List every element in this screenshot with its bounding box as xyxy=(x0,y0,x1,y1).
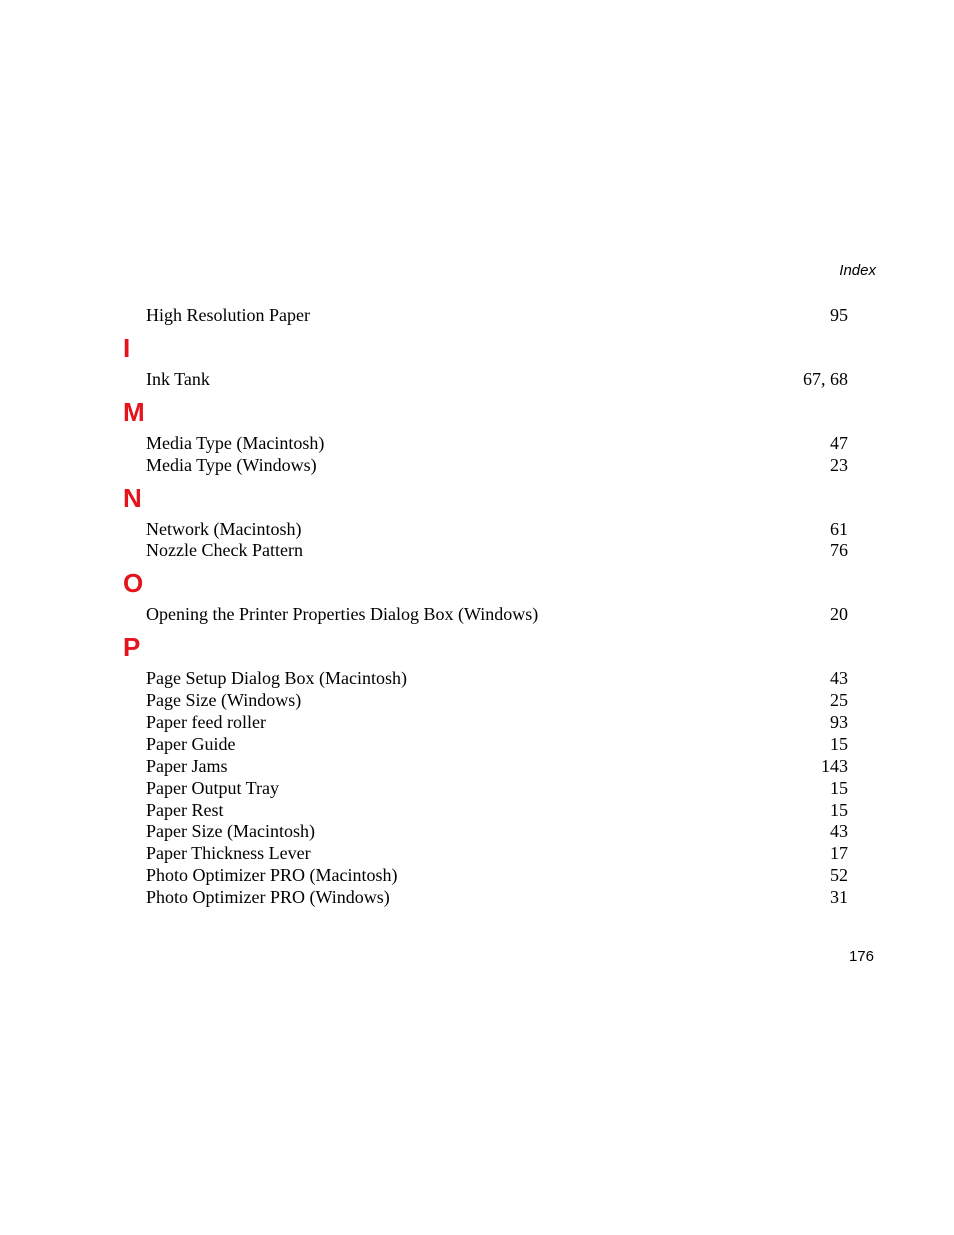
index-entry xyxy=(0,865,954,887)
index-page-numbers: 47 xyxy=(830,432,848,453)
section-letter-o xyxy=(0,562,954,604)
section-letter-p xyxy=(0,626,954,668)
index-entry xyxy=(0,690,954,712)
index-term: Photo Optimizer PRO (Macintosh) xyxy=(146,865,398,886)
index-page-numbers: 93 xyxy=(830,712,848,733)
index-term: Paper Guide xyxy=(146,733,236,754)
index-entry xyxy=(0,843,954,865)
section-letter-m xyxy=(0,391,954,433)
index-page-numbers: 17 xyxy=(830,843,848,864)
running-header: Index xyxy=(839,262,876,279)
index-term: Paper Rest xyxy=(146,799,224,820)
index-page-numbers: 43 xyxy=(830,821,848,842)
index-page-numbers: 15 xyxy=(830,733,848,754)
index-term: Photo Optimizer PRO (Windows) xyxy=(146,887,390,908)
index-entry xyxy=(0,519,954,541)
index-term: Paper feed roller xyxy=(146,712,266,733)
index-entry xyxy=(0,778,954,800)
index-entry xyxy=(0,734,954,756)
index-entry xyxy=(0,604,954,626)
index-entry xyxy=(0,800,954,822)
index-term: Page Setup Dialog Box (Macintosh) xyxy=(146,668,407,689)
index-term: Nozzle Check Pattern xyxy=(146,540,303,561)
index-page-numbers: 25 xyxy=(830,690,848,711)
index-entry xyxy=(0,756,954,778)
index-entry xyxy=(0,433,954,455)
index-entry xyxy=(0,540,954,562)
index-entry xyxy=(0,887,954,909)
index-page-numbers: 143 xyxy=(821,755,848,776)
index-page-numbers: 20 xyxy=(830,604,848,625)
index-page-numbers: 23 xyxy=(830,454,848,475)
index-page-numbers: 43 xyxy=(830,668,848,689)
page-number: 176 xyxy=(848,948,874,965)
index-page-numbers: 61 xyxy=(830,518,848,539)
index-term: Media Type (Windows) xyxy=(146,454,317,475)
section-letter-i xyxy=(0,327,954,369)
index-term: Media Type (Macintosh) xyxy=(146,432,325,453)
index-list xyxy=(0,305,954,909)
section-letter-n xyxy=(0,477,954,519)
section-letter-text: P xyxy=(123,632,141,663)
index-entry xyxy=(0,455,954,477)
index-term: Paper Output Tray xyxy=(146,777,280,798)
index-term: Paper Thickness Lever xyxy=(146,843,311,864)
index-entry xyxy=(0,821,954,843)
index-term: Opening the Printer Properties Dialog Box (Windows) xyxy=(146,604,539,625)
index-page-numbers: 67, 68 xyxy=(803,368,848,389)
index-page-numbers: 31 xyxy=(830,887,848,908)
index-page-numbers: 52 xyxy=(830,865,848,886)
index-page-numbers: 15 xyxy=(830,777,848,798)
index-term: Paper Jams xyxy=(146,755,228,776)
index-term: Paper Size (Macintosh) xyxy=(146,821,315,842)
index-page-numbers: 95 xyxy=(830,305,848,325)
section-letter-text: O xyxy=(123,568,144,599)
index-entry xyxy=(0,668,954,690)
index-page-numbers: 76 xyxy=(830,540,848,561)
index-entry xyxy=(0,369,954,391)
index-term: Page Size (Windows) xyxy=(146,690,302,711)
index-entry xyxy=(0,712,954,734)
index-entry xyxy=(0,305,954,327)
section-letter-text: M xyxy=(123,396,145,427)
index-term: High Resolution Paper xyxy=(146,305,310,325)
index-page-numbers: 15 xyxy=(830,799,848,820)
index-term: Ink Tank xyxy=(146,368,210,389)
section-letter-text: I xyxy=(123,332,131,363)
section-letter-text: N xyxy=(123,482,142,513)
index-term: Network (Macintosh) xyxy=(146,518,302,539)
